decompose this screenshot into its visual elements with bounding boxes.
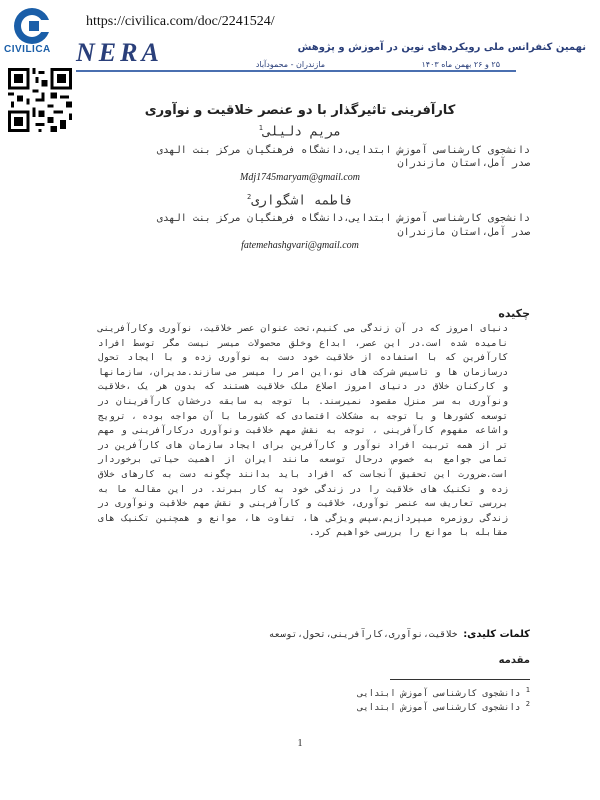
author-1-affiliation-location: صدر آمل،استان مازندران [397, 158, 530, 169]
author-1-email[interactable]: Mdj1745maryam@gmail.com [239, 172, 361, 183]
footnote-1: $^1$ دانشجوی کارشناسی آموزش ابتدایی [357, 686, 530, 699]
author-1-name: مریم دلیلی$^1$ [258, 124, 342, 140]
conference-date: ۲۵ و ۲۶ بهمن ماه ۱۴۰۳ [421, 60, 500, 69]
author-2-email[interactable]: fatemehashgvari@gmail.com [241, 240, 359, 251]
document-url[interactable]: https://civilica.com/doc/2241524/ [86, 14, 275, 29]
footnote-rule [390, 679, 530, 680]
abstract-body: دنیای امروز که در آن زندگی می کنیم،تحت عنوان عصر خلاقیت، نوآوری وکارآفرینی نامیده شده است.در این عصر، ابداع وخلق محصولات میسر نیست مگر توسط افراد کارآفرین که با استفاده از خلاقیت خود دست به نوآوری زده و با ایجاد تحول درسازمان ها و تاسیس شرکت های نو،این امر را میسر می سازند.مدیران، سازمانها و کارکنان خلاق در دنیای امروز اصلاع ملک خلاقیت هستند که بدون هر یک ،خلاقیت ونوآوری به سر منزل مقصود نمیرسند. با توجه به سابقه درخشان کارآفرینان در توسعه کشورها و با توجه به مشکلات اقتصادی که کشورما با آن مواجه بوده ، ترویج واشاعه مفهوم کارآفرینی ، توجه به نقش مهم خلاقیت ونوآوری درکارآفرینی و مهم تر از همه تربیت افراد نوآور و کارآفرین برای ایجاد سازمان های کارآفرین در تمامی جوامع به خصوص درحال توسعه مانند ایران از اهمیت حیاتی برخوردار است.ضرورت این تحقیق آنجاست که افراد باید بدانند چگونه دست به کارهای خلاق زده و تکنیک های خلاقیت را در زندگی خود به کار ببرند. در این مقاله ما به بررسی تعاریف سه عنصر نوآوری، خلاقیت و کارآفرینی و نقش مهم خلاقیت ونوآوری در زندگی روزمره میپردازیم.سپس ویژگی ها، تفاوت ها، موانع و همچنین تکنیک های مقابله با موانع را بررسی خواهیم کرد. [98, 323, 508, 539]
paper-title: کارآفرینی تاثیرگذار با دو عنصر خلاقیت و نوآوری [144, 103, 456, 118]
keywords-value: خلاقیت،نوآوری،کارآفرینی،تحول،توسعه [268, 629, 458, 640]
civilica-logo-icon[interactable] [7, 6, 57, 66]
introduction-heading: مقدمه [498, 655, 530, 666]
footnote-2: $^2$ دانشجوی کارشناسی آموزش ابتدایی [357, 700, 530, 713]
conference-title: نهمین کنفرانس ملی رویکردهای نوین در آموزش و پژوهش [297, 42, 586, 53]
author-2-affiliation-location: صدر آمل،استان مازندران [397, 227, 530, 238]
abstract-heading: چکیده [498, 307, 530, 320]
nera-logo: NERA [76, 38, 163, 67]
keywords-line [269, 629, 530, 640]
qr-code-icon [8, 68, 72, 132]
author-2-name: فاطمه اشگواری$^2$ [247, 193, 353, 209]
keywords-label: کلمات کلیدی: [463, 629, 530, 640]
author-1-affiliation: دانشجوی کارشناسی آموزش ابتدایی،دانشگاه فرهنگیان مرکز بنت الهدی [156, 145, 530, 156]
civilica-logo-text: CIVILICA [4, 44, 51, 55]
author-2-affiliation: دانشجوی کارشناسی آموزش ابتدایی،دانشگاه فرهنگیان مرکز بنت الهدی [156, 213, 530, 224]
header-divider [76, 70, 516, 72]
conference-place: مازندران - محمودآباد [255, 60, 325, 69]
page-number: 1 [297, 738, 303, 749]
